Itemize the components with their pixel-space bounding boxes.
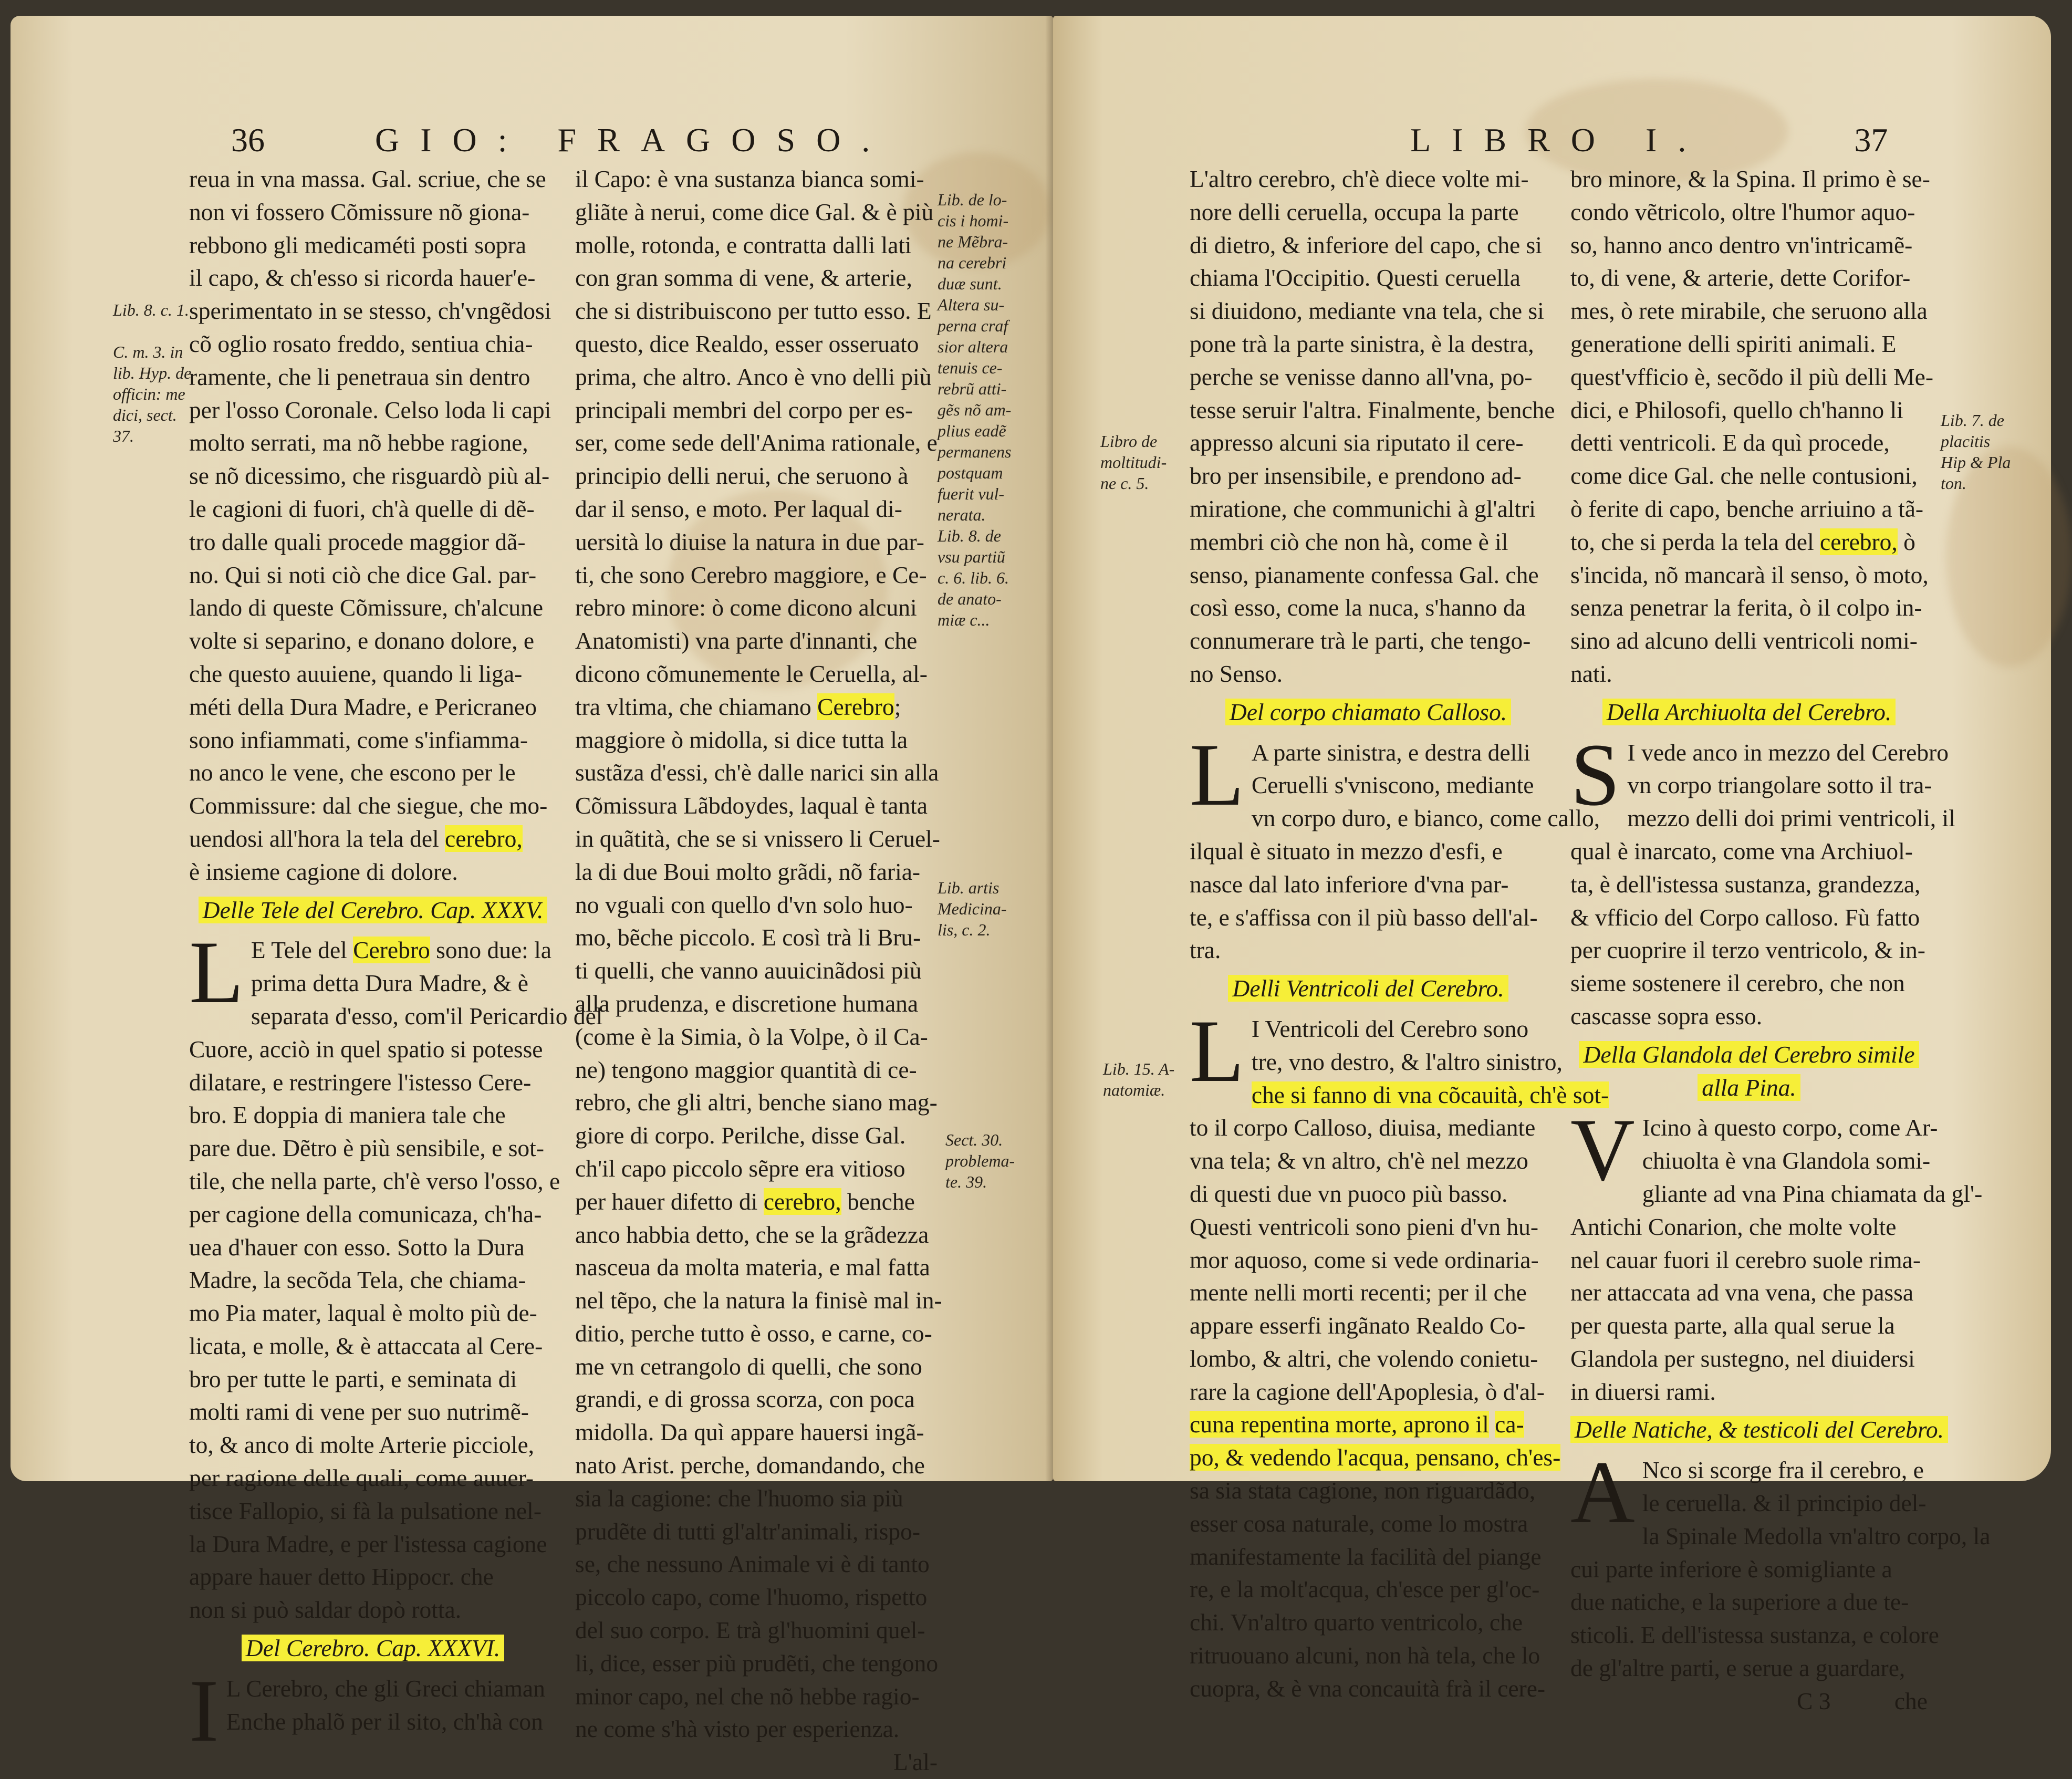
text-line: I vede anco in mezzo del Cerebro (1627, 738, 1949, 766)
text-line: no. Qui si noti ciò che dice Gal. par- (189, 561, 537, 588)
text-line: molto serrati, ma nõ hebbe ragione, (189, 429, 528, 456)
text-line: vn corpo triangolare sotto il tra- (1627, 772, 1932, 799)
highlighted-word: ca- (1495, 1411, 1524, 1438)
catchword: che (1894, 1687, 1928, 1714)
text-line: tisce Fallopio, si fà la pulsatione nel- (189, 1497, 542, 1524)
text-block (575, 1219, 942, 1746)
text-line: sieme sostenere il cerebro, che non (1570, 970, 1905, 997)
text-line: uersità lo diuise la natura in due par- (575, 528, 924, 555)
text-line: vn corpo duro, e bianco, come callo, (1251, 805, 1600, 832)
margin-note-line: Lib. artis (938, 878, 999, 897)
text-line: se, che nessuno Animale vi è di tanto (575, 1551, 930, 1578)
margin-note-line: permanens (938, 442, 1012, 461)
paragraph (1190, 1001, 1609, 1705)
text-line: lando di queste Cõmissure, ch'alcune (189, 594, 544, 621)
text-line: cuopra, & è vna concauità frà il cere- (1190, 1674, 1546, 1702)
text-line: ditio, perche tutto è osso, e carne, co- (575, 1319, 932, 1347)
right-page (1053, 16, 2051, 1714)
text-line: condo vẽtricolo, oltre l'humor aquo- (1570, 198, 1915, 225)
margin-note-line: cis i homi- (938, 211, 1009, 230)
margin-note-line: Altera su- (938, 295, 1005, 314)
text-line: connumerare trà le parti, che tengo- (1190, 627, 1531, 654)
text-line: tre, vno destro, & l'altro sinistro, (1251, 1048, 1563, 1075)
paragraph (1570, 1100, 1983, 1408)
text-line: appresso alcuni sia riputato il cere- (1190, 429, 1524, 456)
margin-note-line: C. m. 3. in (113, 342, 183, 361)
text-line: Commissure: dal che siegue, che mo- (189, 792, 548, 819)
highlighted-phrase: che si fanno di vna cõcauità, ch'è sot- (1251, 1081, 1609, 1108)
text-line: ch'il capo piccolo sẽpre era vitioso (575, 1154, 905, 1182)
text-line: non vi fossero Cõmissure nõ giona- (189, 198, 530, 225)
drop-cap: A (1570, 1443, 1635, 1542)
text-line: rebbono gli medicaméti posti sopra (189, 231, 526, 258)
text-line: maggiore ò midolla, si dice tutta la (575, 726, 908, 753)
text-line: to il corpo Calloso, diuisa, mediante (1190, 1114, 1536, 1141)
margin-note (1100, 431, 1167, 494)
page-number: 37 (1854, 121, 1888, 159)
text-line: Questi ventricoli sono pieni d'vn hu- (1190, 1213, 1539, 1240)
text-line: separata d'esso, com'il Pericardio del (251, 1002, 603, 1029)
margin-note-line: Lib. 8. de (938, 526, 1001, 545)
margin-note-line: nerata. (938, 505, 986, 524)
text-line: per cuoprire il terzo ventricolo, & in- (1570, 937, 1925, 964)
text-block (189, 163, 557, 823)
text-line: grandi, e di grossa scorza, con poca (575, 1386, 915, 1413)
text-line: che si distribuiscono per tutto esso. E (575, 297, 932, 325)
text-line: del suo corpo. E trà gl'huomini quel- (575, 1617, 925, 1644)
left-column-2 (575, 163, 942, 1779)
text-line: pone trà la parte sinistra, è la destra, (1190, 330, 1534, 357)
paragraph (1190, 725, 1600, 967)
margin-note (945, 1129, 1015, 1192)
text-block (1190, 1474, 1547, 1705)
text-line: per cagione della comunicaza, ch'ha- (189, 1200, 542, 1227)
text-line: sa sia stata cagione, non riguardãdo, (1190, 1477, 1536, 1504)
text-line: mo, bẽche piccolo. E così trà li Bru- (575, 924, 921, 951)
text-line: volte si separino, e donano dolore, e (189, 627, 535, 654)
text-line: sticoli. E dell'istessa sustanza, e colore (1570, 1621, 1939, 1649)
text-line: Cuore, acciò in quel spatio si potesse (189, 1035, 543, 1063)
highlighted-word: cerebro, (445, 825, 523, 852)
text-line: tile, che nella parte, ch'è verso l'osso, e (189, 1167, 560, 1194)
text-block (1570, 1178, 1983, 1409)
margin-note (938, 189, 1011, 630)
margin-note-line: Medicina- (938, 899, 1007, 918)
drop-cap: L (1190, 725, 1244, 824)
margin-note-line: postquam (938, 463, 1003, 482)
left-page (11, 16, 1053, 1776)
text-line: la Spinale Medolla vn'altro corpo, la (1642, 1522, 1991, 1549)
text-line: Icino à questo corpo, come Ar- (1642, 1114, 1938, 1141)
text-line: sia la cagione: che l'huomo sia più (575, 1484, 903, 1512)
text-line: gliãte à nerui, come dice Gal. & è più (575, 198, 934, 225)
margin-note-line: na cerebri (938, 253, 1007, 272)
margin-note-line: duæ sunt. (938, 274, 1002, 293)
text-line: cui parte inferiore è somigliante a (1570, 1555, 1892, 1583)
text-line: Nco si scorge fra il cerebro, e (1642, 1457, 1924, 1484)
text-line: no anco le vene, che escono per le (189, 759, 516, 786)
text-line: generatione delli spiriti animali. E (1570, 330, 1897, 357)
highlighted-word: Cerebro (353, 937, 430, 964)
text-line: tro dalle quali procede maggior dã- (189, 528, 526, 555)
text-line: dilatare, e restringere l'istesso Cere- (189, 1068, 532, 1096)
highlighted-phrase: po, & vedendo l'acqua, pensano, ch'es- (1190, 1444, 1561, 1471)
text-line: quest'vfficio è, secõdo il più delli Me- (1570, 363, 1933, 390)
margin-note-line: Hip & Pla (1941, 453, 2011, 472)
text-line: reua in vna massa. Gal. scriue, che se (189, 165, 546, 192)
text-line: piccolo capo, come l'huomo, rispetto (575, 1584, 928, 1611)
text-line: de gl'altre parti, e serue a guardare, (1570, 1655, 1906, 1682)
margin-note (1941, 410, 2011, 494)
text-line: pare due. Dẽtro è più sensibile, e sot- (189, 1135, 544, 1162)
margin-note-line: miæ c... (938, 610, 990, 629)
text-line: ilqual è situato in mezzo d'esfi, e (1190, 837, 1503, 865)
text-line: nasce dal lato inferiore d'vna par- (1190, 870, 1509, 898)
text-line: tra vltima, che chiamano Cerebro; (575, 693, 901, 720)
text-line: méti della Dura Madre, e Pericraneo (189, 693, 537, 720)
text-line: uea d'hauer con esso. Sotto la Dura (189, 1233, 525, 1261)
text-line: cuna repentina morte, aprono il ca- (1190, 1411, 1524, 1438)
margin-note-line: lis, c. 2. (938, 920, 991, 939)
text-line: con gran somma di vene, & arterie, (575, 264, 912, 292)
text-line: mes, ò rete mirabile, che seruono alla (1570, 297, 1928, 325)
margin-note-line: te. 39. (945, 1172, 987, 1191)
text-line: Cõmissura Lãbdoydes, laqual è tanta (575, 792, 928, 819)
text-line: mente nelli morti recenti; per il che (1190, 1279, 1527, 1306)
text-line: nel cauar fuori il cerebro suole rima- (1570, 1246, 1921, 1273)
page-number: 36 (231, 121, 265, 159)
section-heading: Delle Tele del Cerebro. Cap. XXXV. (189, 894, 557, 927)
margin-note-line: sior altera (938, 337, 1008, 356)
text-line: membri ciò che non hà, come è il (1190, 528, 1508, 555)
text-line: gliante ad vna Pina chiamata da gl'- (1642, 1180, 1983, 1207)
signature-line (1570, 1685, 1928, 1718)
text-line: se nõ dicessimo, che risguardò più al- (189, 462, 550, 490)
text-line: appare esserfi ingãnato Realdo Co- (1190, 1312, 1526, 1339)
text-line: due natiche, e la superiore a due te- (1570, 1588, 1909, 1616)
text-line: mor aquoso, come si vede ordinaria- (1190, 1246, 1539, 1273)
text-line: ne come s'hà visto per esperienza. (575, 1715, 900, 1743)
margin-note-line: c. 6. lib. 6. (938, 568, 1009, 587)
text-line: per questa parte, alla qual serue la (1570, 1312, 1895, 1339)
text-line: sperimentato in se stesso, ch'vngẽdosi (189, 297, 551, 325)
running-head: GIO: FRAGOSO. (375, 121, 891, 159)
text-line: cascasse sopra esso. (1570, 1002, 1763, 1029)
text-line: Ceruelli s'vniscono, mediante (1251, 772, 1534, 799)
margin-note-line: Lib. 7. de (1941, 411, 2004, 430)
text-line: sono infiammati, come s'infiamma- (189, 726, 528, 753)
text-line: prima detta Dura Madre, & è (251, 970, 528, 997)
text-line: le ceruella. & il principio del- (1642, 1490, 1927, 1517)
text-line: ti quelli, che vanno auuicinãdosi più (575, 957, 922, 984)
text-line: Enche phalõ per il sito, ch'hà con (226, 1708, 543, 1735)
drop-cap: I (189, 1661, 219, 1760)
text-line: anco habbia detto, che se la grãdezza (575, 1221, 929, 1248)
text-line: te, e s'affissa con il più basso dell'al- (1190, 903, 1538, 931)
text-line: ser, come sede dell'Anima rationale, e (575, 429, 938, 456)
text-line: to, che si perda la tela del cerebro, ò (1570, 528, 1915, 555)
margin-note-line: ne c. 5. (1100, 474, 1149, 493)
catchword: L'al- (893, 1749, 938, 1776)
margin-note-line: moltitudi- (1100, 453, 1167, 472)
paragraph (189, 923, 603, 1627)
text-line: me vn cetrangolo di quelli, che sono (575, 1353, 922, 1380)
text-line: so, hanno anco dentro vn'intricamẽ- (1570, 231, 1913, 258)
text-line: no Senso. (1190, 660, 1283, 687)
section-heading: Della Glandola del Cerebro simile (1570, 1038, 1928, 1071)
text-line: di questi due vn puoco più basso. (1190, 1180, 1508, 1207)
text-line: si diuidono, mediante vna tela, che si (1190, 297, 1544, 325)
text-line: re, e la molt'acqua, ch'esce per gl'oc- (1190, 1576, 1540, 1603)
margin-note-line: Lib. de lo- (938, 190, 1007, 209)
text-line: dicono cõmunemente le Ceruella, al- (575, 660, 928, 687)
margin-note-line: de anato- (938, 589, 1002, 608)
text-line: bro. E doppia di maniera tale che (189, 1101, 506, 1129)
text-block (1570, 1520, 1991, 1685)
margin-note-line: officin: me (113, 384, 185, 403)
signature-mark: C 3 (1797, 1687, 1831, 1714)
margin-note-line: placitis (1941, 432, 1991, 451)
margin-note-line: Libro de (1100, 432, 1158, 451)
left-page-header (231, 121, 891, 160)
text-line: in quãtità, che se si vnissero li Ceruel- (575, 825, 940, 852)
text-line: bro minore, & la Spina. Il primo è se- (1570, 165, 1930, 192)
text-line: bro per insensibile, e prendono ad- (1190, 462, 1522, 490)
margin-note-line: fuerit vul- (938, 484, 1005, 503)
text-line: questo, dice Realdo, esser osseruato (575, 330, 919, 357)
margin-note-line: ton. (1941, 474, 1966, 493)
text-block (1570, 559, 1928, 691)
right-page-header (1410, 121, 1888, 160)
text-line: così esso, come la nuca, s'hanno da (1190, 594, 1526, 621)
text-block (1190, 163, 1555, 691)
text-block (1190, 802, 1600, 967)
text-line: non si può saldar dopò rotta. (189, 1596, 462, 1624)
text-line: le cagioni di fuori, ch'à quelle di dẽ- (189, 495, 535, 522)
drop-cap: L (189, 923, 244, 1022)
text-line: ta, è dell'istessa sustanza, grandezza, (1570, 870, 1921, 898)
margin-note-line: lib. Hyp. de (113, 363, 192, 382)
text-block (575, 163, 938, 691)
section-heading: alla Pina. (1570, 1071, 1928, 1105)
section-heading: Del Cerebro. Cap. XXXVI. (189, 1632, 557, 1665)
margin-note-line: vsu partiũ (938, 547, 1005, 566)
margin-note-line: 37. (113, 426, 134, 445)
text-line: principali membri del corpo per es- (575, 396, 913, 423)
text-line: rebro, che gli altri, benche siano mag- (575, 1089, 938, 1116)
text-line: ò ferite di capo, benche arriuino a tã- (1570, 495, 1924, 522)
text-line: nati. (1570, 660, 1612, 687)
text-line: ti, che sono Cerebro maggiore, e Ce- (575, 561, 927, 588)
text-line: ramente, che li penetraua sin dentro (189, 363, 530, 390)
text-line: perche se venisse danno all'vna, po- (1190, 363, 1533, 390)
text-line: senso, pianamente confessa Gal. che (1190, 561, 1539, 588)
text-line: detti ventricoli. E da quì procede, (1570, 429, 1890, 456)
text-line: giore di corpo. Perilche, disse Gal. (575, 1122, 906, 1149)
text-line: licata, e molle, & è attaccata al Cere- (189, 1332, 543, 1359)
text-line: senza penetrar la ferita, ò il colpo in- (1570, 594, 1922, 621)
margin-note-line: dici, sect. (113, 405, 177, 424)
text-line: to, & anco di molte Arterie picciole, (189, 1431, 535, 1459)
text-line (1190, 1441, 1561, 1474)
text-line: mo Pia mater, laqual è molto più de- (189, 1299, 537, 1327)
text-line: molti rami di vene per suo nutrimẽ- (189, 1398, 529, 1426)
text-line: nasceua da molta materia, e mal fatta (575, 1254, 930, 1281)
text-block (189, 967, 603, 1627)
text-line: ne) tengono maggior quantità di ce- (575, 1056, 917, 1083)
text-line: L'altro cerebro, ch'è diece volte mi- (1190, 165, 1529, 192)
text-line: cõ oglio rosato freddo, sentiua chia- (189, 330, 533, 357)
text-line: il capo, & ch'esso si ricorda hauer'e- (189, 264, 536, 292)
margin-note (113, 341, 191, 446)
text-line: principio delli nerui, che seruono à (575, 462, 909, 490)
text-line: che questo auuiene, quando li liga- (189, 660, 523, 687)
text-line: uendosi all'hora la tela del cerebro, (189, 825, 523, 852)
text-line: dar il senso, e moto. Per laqual di- (575, 495, 902, 522)
highlighted-word: Cerebro (817, 693, 894, 720)
text-line: la Dura Madre, e per l'istessa cagione (189, 1530, 547, 1557)
margin-note-line: ne Mẽbra- (938, 232, 1008, 251)
text-line: li, dice, esser più prudẽti, che tengono (575, 1649, 939, 1677)
text-line: to, di vene, & arterie, dette Corifor- (1570, 264, 1911, 292)
highlighted-word: cerebro, (763, 1188, 841, 1215)
margin-note-line: natomiæ. (1103, 1080, 1165, 1099)
text-line: alla prudenza, e discretione humana (575, 990, 919, 1017)
text-line: per hauer difetto di cerebro, benche (575, 1188, 915, 1215)
drop-cap: V (1570, 1100, 1635, 1200)
text-line: E Tele del Cerebro sono due: la (251, 937, 551, 964)
text-line: è insieme cagione di dolore. (189, 858, 458, 885)
text-line: minor capo, nel che nõ hebbe ragio- (575, 1682, 920, 1710)
paragraph (189, 1661, 557, 1760)
text-line: sino ad alcuno delli ventricoli nomi- (1570, 627, 1918, 654)
text-line: nel tẽpo, che la natura la finisè mal in- (575, 1287, 942, 1314)
text-line: per ragione delle quali, come auuer- (189, 1464, 534, 1492)
text-line: manifestamente la facilità del piange (1190, 1543, 1542, 1570)
text-line: sustãza d'essi, ch'è dalle narici sin alla (575, 759, 939, 786)
margin-note-line: rebrũ atti- (938, 379, 1007, 398)
text-line: nore delli ceruella, occupa la parte (1190, 198, 1519, 225)
text-line: A parte sinistra, e destra delli (1251, 738, 1530, 766)
text-line: qual è inarcato, come vna Archiuol- (1570, 837, 1913, 865)
text-line: dici, e Philosofi, quello ch'hanno li (1570, 396, 1903, 423)
margin-note-line: plius eadẽ (938, 421, 1006, 440)
margin-note-line: problema- (945, 1151, 1015, 1170)
section-heading: Delli Ventricoli del Cerebro. (1190, 972, 1547, 1005)
text-line: la di due Boui molto grãdi, nõ faria- (575, 858, 921, 885)
text-line: ritruouano alcuni, non hà tela, che lo (1190, 1642, 1540, 1669)
text-block (575, 724, 938, 1185)
margin-note (1103, 1058, 1174, 1100)
text-line: miratione, che communichi à gl'altri (1190, 495, 1536, 522)
margin-note: Lib. 8. c. 1. (113, 300, 189, 319)
text-line: chiuolta è vna Glandola somi- (1642, 1147, 1931, 1174)
text-line: lombo, & altri, che volendo conietu- (1190, 1345, 1538, 1372)
text-line: Glandola per sustegno, nel diuidersi (1570, 1345, 1915, 1372)
section-heading: Delle Natiche, & testicoli del Cerebro. (1570, 1413, 1928, 1447)
text-line: prudẽte di tutti gl'altr'animali, rispo- (575, 1517, 921, 1545)
text-line: vna tela; & vn altro, ch'è nel mezzo (1190, 1147, 1528, 1174)
text-line: chi. Vn'altro quarto ventricolo, che (1190, 1609, 1523, 1636)
text-line: ner attaccata ad vna vena, che passa (1570, 1279, 1914, 1306)
text-line: s'incida, nõ mancarà il senso, ò moto, (1570, 561, 1929, 588)
text-line: nato Arist. perche, domandando, che (575, 1452, 925, 1479)
text-line: Madre, la secõda Tela, che chiama- (189, 1266, 526, 1294)
margin-note-line: gẽs nõ am- (938, 400, 1012, 419)
section-heading: Del corpo chiamato Calloso. (1190, 696, 1547, 729)
drop-cap: L (1190, 1001, 1244, 1100)
text-line: I Ventricoli del Cerebro sono (1251, 1015, 1529, 1042)
running-head: LIBRO I. (1410, 121, 1707, 159)
paragraph (1570, 1443, 1991, 1685)
margin-note-line: perna craf (938, 316, 1008, 335)
text-line: appare hauer detto Hippocr. che (189, 1563, 494, 1590)
text-line: molle, rotonda, e contratta dalli lati (575, 231, 912, 258)
text-line: L Cerebro, che gli Greci chiaman (226, 1674, 545, 1702)
text-line: tesse seruir l'altra. Finalmente, benche (1190, 396, 1555, 423)
text-line: bro per tutte le parti, e seminata di (189, 1365, 517, 1392)
highlighted-word: cerebro, (1820, 528, 1898, 555)
paragraph (1570, 725, 1955, 1033)
drop-cap: S (1570, 725, 1620, 824)
text-line: in diuersi rami. (1570, 1378, 1716, 1405)
text-line: rebro minore: ò come dicono alcuni (575, 594, 917, 621)
text-line: per l'osso Coronale. Celso loda li capi (189, 396, 551, 423)
text-line: di dietro, & inferiore del capo, che si (1190, 231, 1542, 258)
section-heading: Della Archiuolta del Cerebro. (1570, 696, 1928, 729)
text-line: Antichi Conarion, che molte volte (1570, 1213, 1897, 1240)
margin-note-line: tenuis ce- (938, 358, 1003, 377)
text-line: tra. (1190, 937, 1221, 964)
text-line: Anatomisti) vna parte d'innanti, che (575, 627, 918, 654)
text-line: midolla. Da quì appare hauersi ingã- (575, 1419, 924, 1446)
left-column-1 (189, 163, 603, 1760)
text-line: rare la cagione dell'Apoplesia, ò d'al- (1190, 1378, 1545, 1405)
text-line: prima, che altro. Anco è vno delli più (575, 363, 932, 390)
text-line: mezzo delli doi primi ventricoli, il (1627, 805, 1955, 832)
text-block (1570, 802, 1955, 1033)
text-line: il Capo: è vna sustanza bianca somi- (575, 165, 924, 192)
text-line: esser cosa naturale, come lo mostra (1190, 1510, 1528, 1537)
text-line: (come è la Simia, ò la Volpe, ò il Ca- (575, 1023, 928, 1050)
text-line: no vguali con quello d'vn solo huo- (575, 891, 913, 918)
text-block (1190, 1111, 1547, 1408)
margin-note (938, 877, 1007, 940)
text-line: come dice Gal. che nelle contusioni, (1570, 462, 1918, 490)
margin-note-line: Sect. 30. (945, 1130, 1003, 1149)
text-line: & vfficio del Corpo calloso. Fù fatto (1570, 903, 1920, 931)
text-line: chiama l'Occipitio. Questi ceruella (1190, 264, 1521, 292)
text-block (1570, 163, 1933, 526)
margin-note-line: Lib. 15. A- (1103, 1059, 1175, 1078)
